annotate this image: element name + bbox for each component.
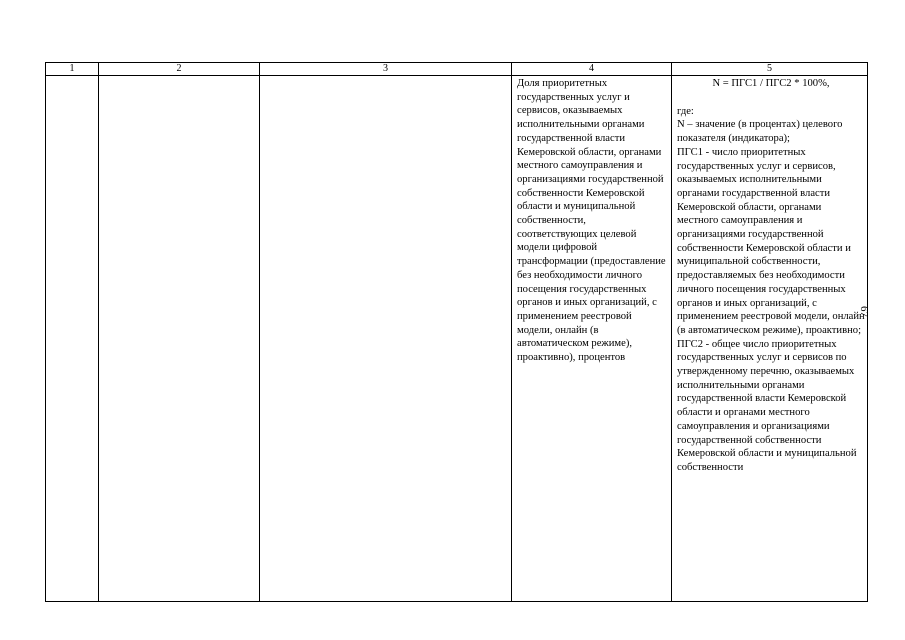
header-col-4: 4 bbox=[512, 63, 672, 76]
cell-col-1 bbox=[46, 76, 99, 602]
cell-col-2-text bbox=[99, 76, 259, 77]
table-row bbox=[46, 76, 868, 602]
pgs1-definition: ПГС1 - число приоритетных государственных услуг и сервисов, оказываемых исполнительными органами государственной власти Кемеровской области, органами местного самоуправления и организациями государственной собственности Кемеровской области и муниципальной собственности, предоставляемых без необходимости личного посещения государственных органов и иных организаций, с применением реестровой модели, онлайн (в автоматическом режиме), проактивно; bbox=[677, 146, 865, 336]
where-label: где: bbox=[677, 105, 694, 117]
header-col-1: 1 bbox=[46, 63, 99, 76]
cell-col-2 bbox=[99, 76, 260, 602]
calculation-method-text bbox=[672, 76, 867, 475]
cell-col-3-text bbox=[260, 76, 511, 77]
cell-calculation-method bbox=[672, 76, 868, 602]
n-definition: N – значение (в процентах) целевого показателя (индикатора); bbox=[677, 119, 843, 145]
pgs2-definition: ПГС2 - общее число приоритетных государственных услуг и сервисов по утвержденному перечню, оказываемых исполнительными органами государственной власти Кемеровской области и органами местного самоуправления и организациями государственной собственности Кемеровской области и муниципальной собственности bbox=[677, 338, 857, 473]
cell-col-3 bbox=[260, 76, 512, 602]
cell-col-1-text bbox=[46, 76, 98, 77]
formula: N = ПГС1 / ПГС2 * 100%, bbox=[712, 78, 830, 89]
table-header-row bbox=[46, 63, 868, 76]
indicator-table bbox=[45, 62, 868, 602]
header-col-2: 2 bbox=[99, 63, 260, 76]
cell-indicator-name bbox=[512, 76, 672, 602]
page-number: 67 bbox=[858, 306, 870, 317]
header-col-3: 3 bbox=[260, 63, 512, 76]
header-col-5: 5 bbox=[672, 63, 868, 76]
indicator-name-text: Доля приоритетных государственных услуг и сервисов, оказываемых исполнительными органами государственной власти Кемеровской области, органами местного самоуправления и организациями государственной собственности Кемеровской области и муниципальной собственности, соответствующих целевой модели цифровой трансформации (предоставление без необходимости личного посещения государственных органов и иных организаций, с применением реестровой модели, онлайн (в автоматическом режиме), проактивно), процентов bbox=[517, 78, 666, 364]
